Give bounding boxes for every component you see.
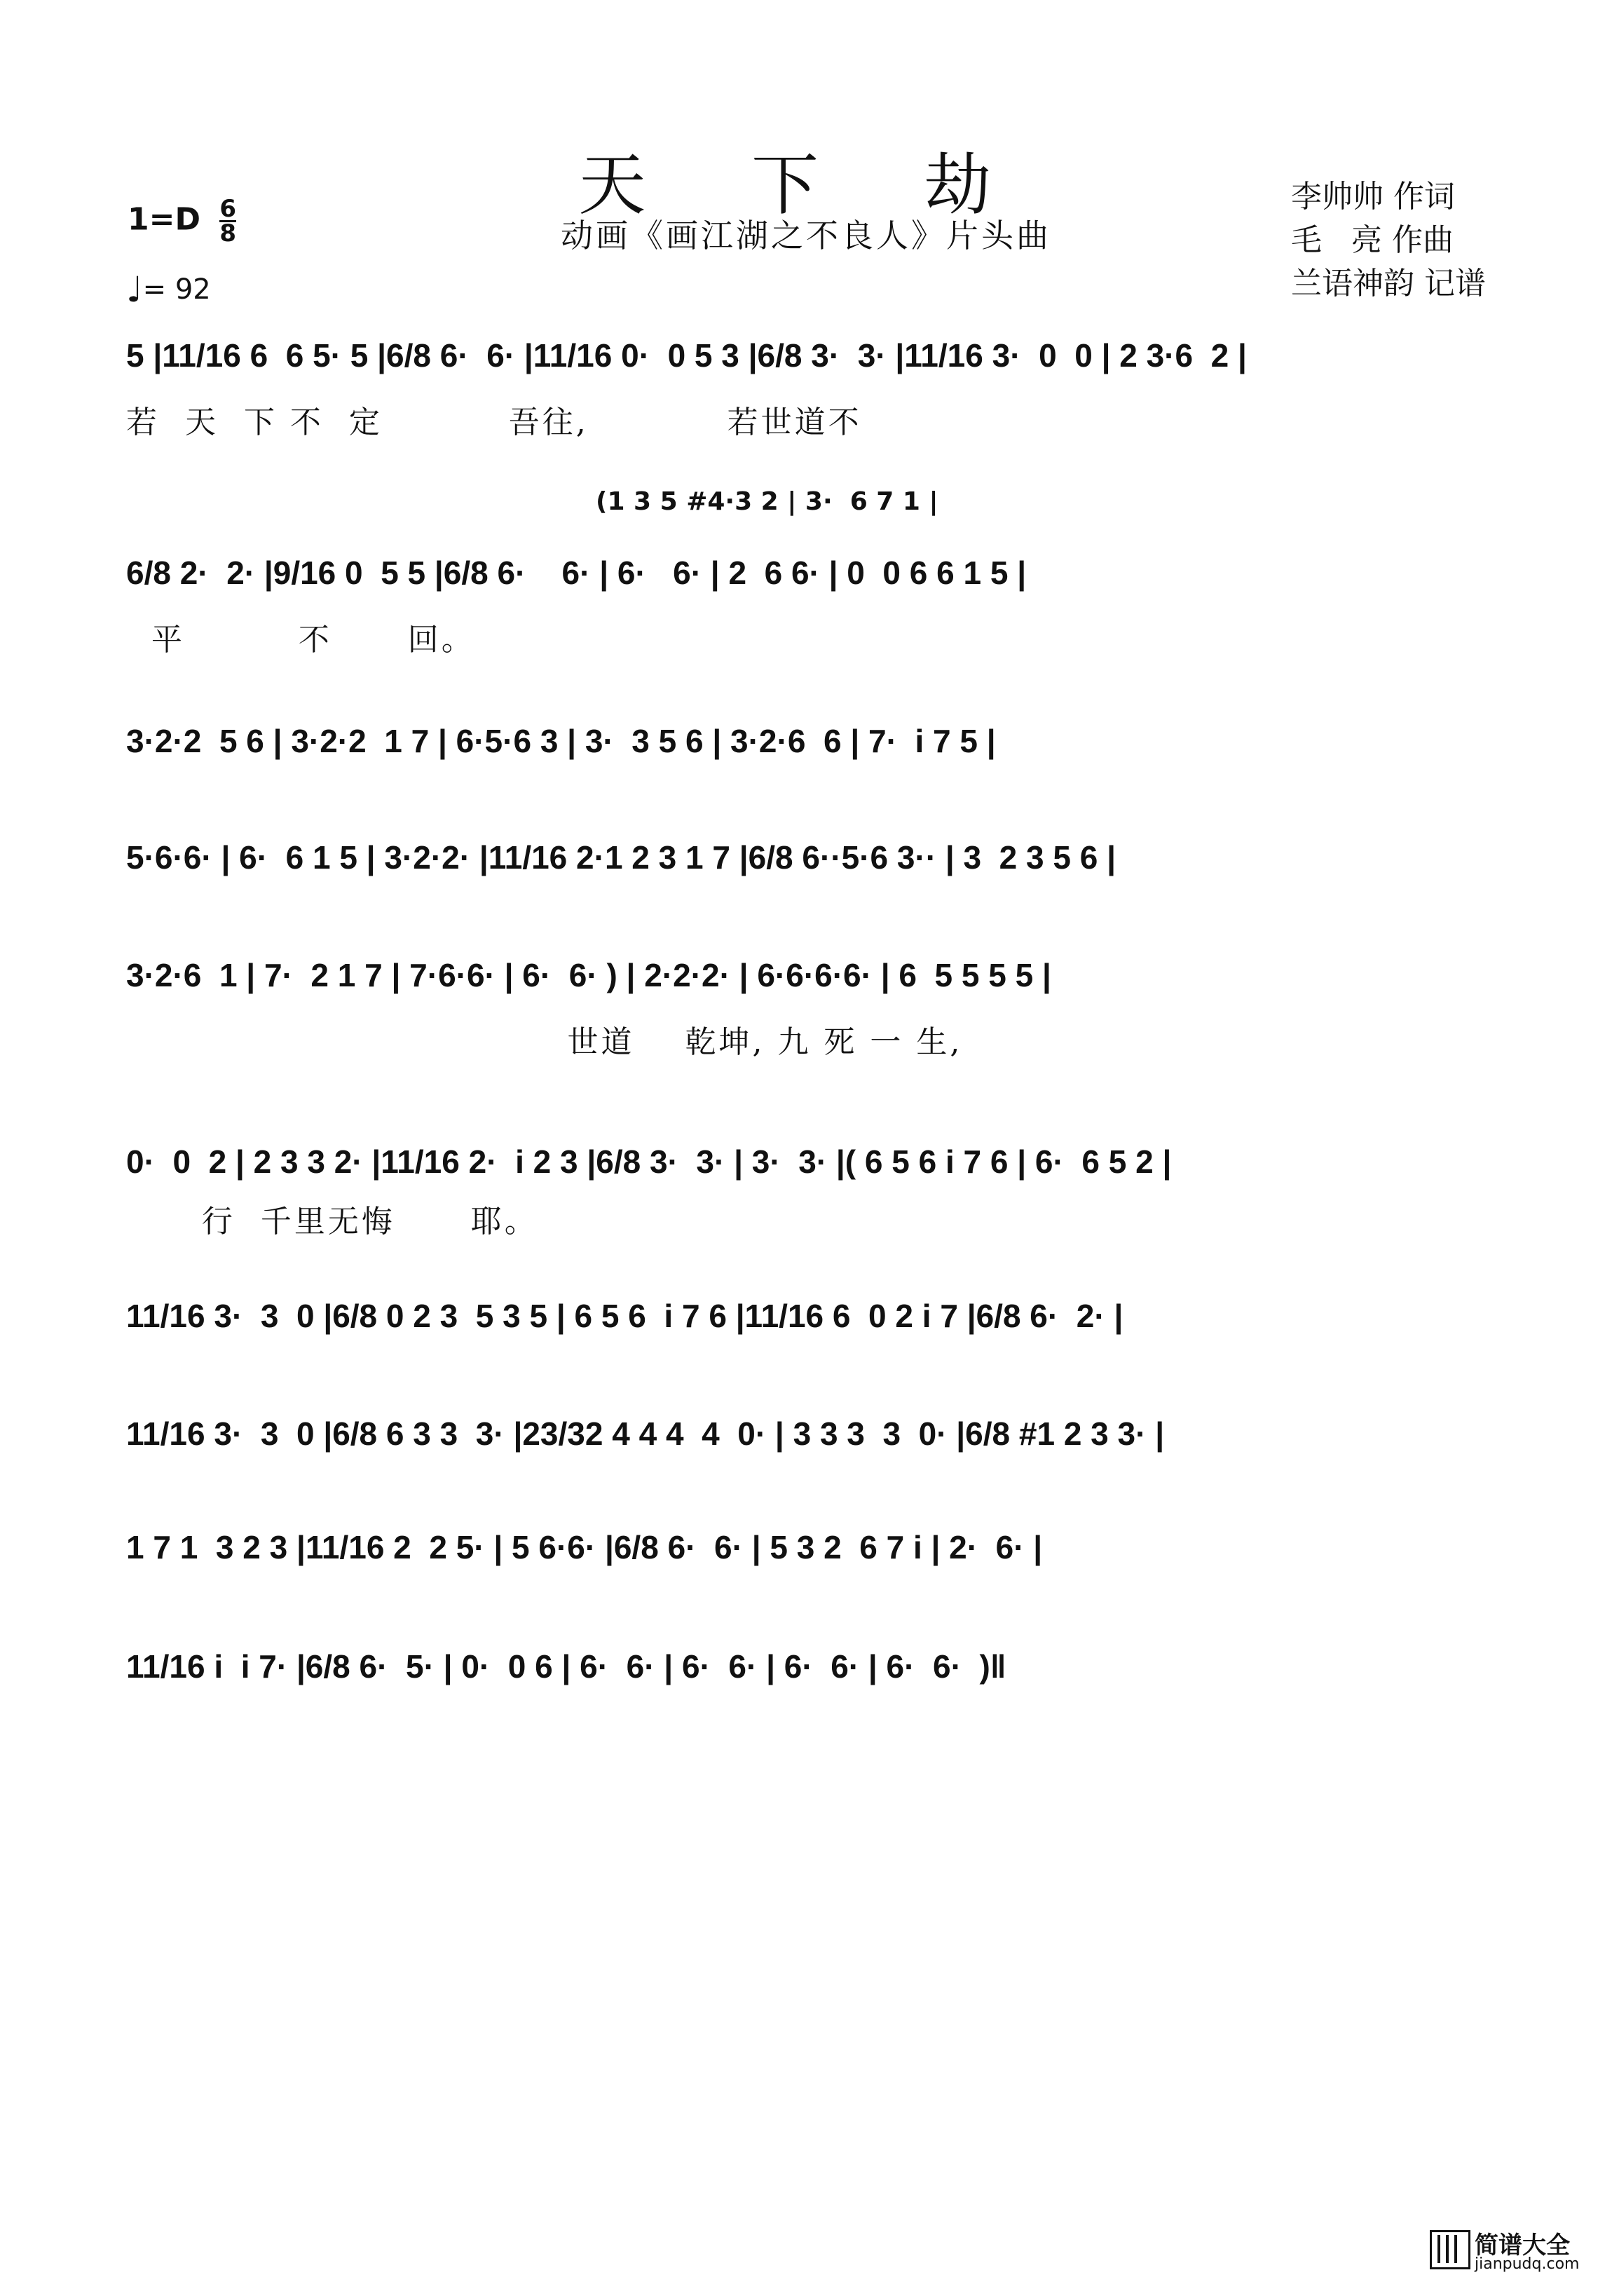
notation-text: 3·2·6 1 | 7· 2 1 7 | 7·6·6· | 6· 6· ) | 2·2·2· | 6·6·6·6· | 6 5 5 5 5 | [126, 957, 1051, 993]
song-title: 天 下 劫 [578, 146, 1034, 224]
notation-line-9 [126, 1528, 1486, 1566]
watermark-url: jianpudq.com [1475, 2255, 1580, 2273]
notation-line-7 [126, 1297, 1486, 1335]
notation-line-10 [126, 1648, 1486, 1685]
time-signature-bottom: 8 [219, 219, 237, 247]
notation-text: 11/16 i i 7· |6/8 6· 5· | 0· 0 6 | 6· 6· | 6· 6· | 6· 6· | 6· 6· )‖ [126, 1648, 1006, 1685]
watermark-name: 简谱大全 [1475, 2232, 1570, 2260]
transcriber-credit: 兰语神韵 记谱 [1291, 266, 1486, 301]
notation-line-8 [126, 1415, 1486, 1453]
lyrics-line-5: 世道 乾坤, 九 死 一 生, [126, 1024, 963, 1060]
tempo-value: = 92 [142, 273, 211, 306]
notation-line-3 [126, 722, 1486, 760]
composer-credit: 毛 亮 作曲 [1291, 222, 1454, 258]
time-signature [219, 195, 237, 247]
time-signature-top: 6 [219, 195, 237, 223]
song-subtitle: 动画《画江湖之不良人》片头曲 [561, 217, 1051, 254]
lyrics-line-2: 平 不 回。 [126, 622, 475, 658]
lyricist-credit: 李帅帅 作词 [1291, 179, 1455, 215]
lyrics-line-1: 若 天 下 不 定 吾往, 若世道不 [126, 405, 862, 440]
site-watermark [1430, 2226, 1584, 2275]
notation-line-2 [126, 554, 1486, 592]
intro-phrase: (1 3 5 #4·3 2 | 3· 6 7 1 | [596, 487, 938, 516]
piano-keys-icon [1430, 2230, 1470, 2269]
notation-line-1 [126, 337, 1486, 374]
lyrics-line-6: 行 千里无悔 耶。 [126, 1204, 538, 1239]
notation-line-6 [126, 1143, 1486, 1181]
notation-text: 11/16 3· 3 0 |6/8 0 2 3 5 3 5 | 6 5 6 i 7 6 |11/16 6 0 2 i 7 |6/8 6· 2· | [126, 1298, 1123, 1334]
notation-text: 6/8 2· 2· |9/16 0 5 5 |6/8 6· 6· | 6· 6· | 2 6 6· | 0 0 6 6 1 5 | [126, 555, 1027, 591]
quarter-note-icon: ♩ [126, 269, 143, 310]
key-signature [128, 195, 237, 247]
tempo-marking [126, 269, 211, 310]
notation-text: 3·2·2 5 6 | 3·2·2 1 7 | 6·5·6 3 | 3· 3 5 6 | 3·2·6 6 | 7· i 7 5 | [126, 723, 996, 759]
credits [1291, 175, 1486, 306]
notation-text: 1 7 1 3 2 3 |11/16 2 2 5· | 5 6·6· |6/8 6· 6· | 5 3 2 6 7 i | 2· 6· | [126, 1529, 1043, 1565]
key-label: 1=D [128, 201, 201, 238]
notation-text: 5 |11/16 6 6 5· 5 |6/8 6· 6· |11/16 0· 0 5 3 |6/8 3· 3· |11/16 3· 0 0 | 2 3·6 2 | [126, 337, 1247, 374]
notation-text: 11/16 3· 3 0 |6/8 6 3 3 3· |23/32 4 4 4 4 0· | 3 3 3 3 0· |6/8 #1 2 3 3· | [126, 1415, 1165, 1452]
notation-line-4 [126, 838, 1486, 876]
notation-text: 5·6·6· | 6· 6 1 5 | 3·2·2· |11/16 2·1 2 3 1 7 |6/8 6··5·6 3·· | 3 2 3 5 6 | [126, 839, 1116, 876]
notation-text: 0· 0 2 | 2 3 3 2· |11/16 2· i 2 3 |6/8 3· 3· | 3· 3· |( 6 5 6 i 7 6 | 6· 6 5 2 | [126, 1143, 1172, 1180]
notation-line-5 [126, 956, 1486, 994]
